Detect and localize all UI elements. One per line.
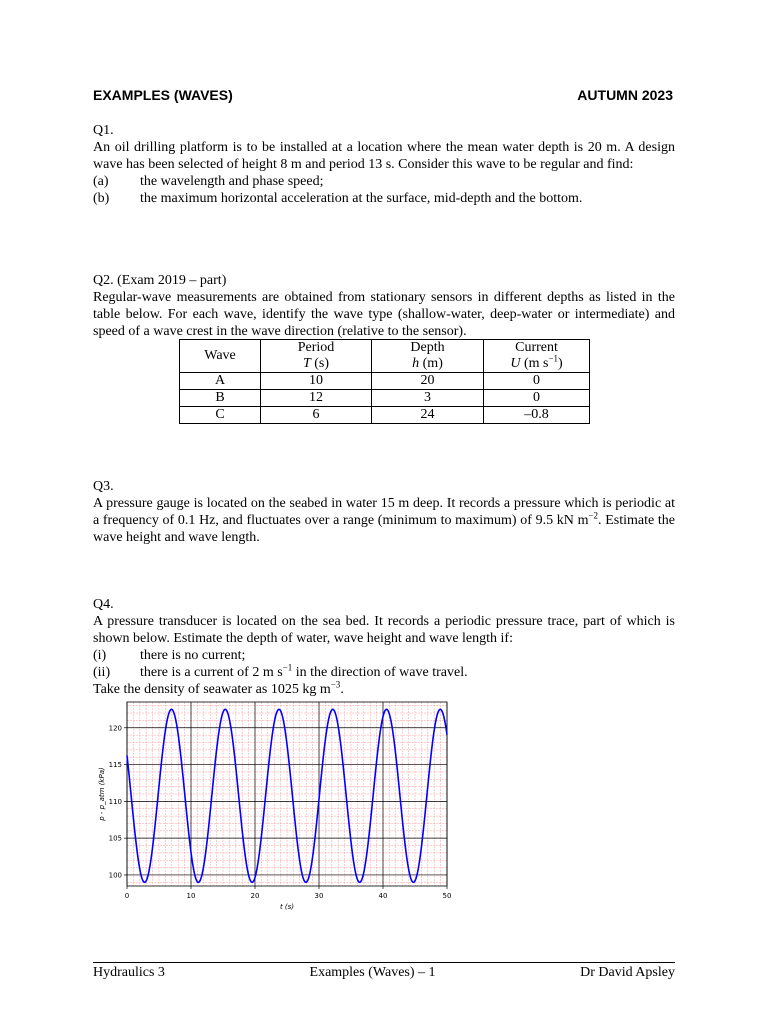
x-tick-label: 40 xyxy=(378,892,388,900)
table-cell: 3 xyxy=(372,390,484,407)
table-cell: 6 xyxy=(261,407,372,424)
y-axis-label: p - p_atm (kPa) xyxy=(98,767,106,821)
y-tick-label: 110 xyxy=(108,797,122,806)
header-cell-unit: h (m) xyxy=(412,356,443,371)
table-cell: 24 xyxy=(372,407,484,424)
question-2-label: Q2. (Exam 2019 – part) xyxy=(93,273,227,288)
item-text: the wavelength and phase speed; xyxy=(140,174,324,189)
question-4-label: Q4. xyxy=(93,597,114,612)
table-cell: C xyxy=(180,407,261,424)
footer-rule xyxy=(93,962,675,963)
table-cell: A xyxy=(180,373,261,390)
y-tick-label: 120 xyxy=(108,724,122,733)
table-cell: 10 xyxy=(261,373,372,390)
table-cell: –0.8 xyxy=(484,407,590,424)
item-label: (i) xyxy=(93,648,107,663)
table-cell: 12 xyxy=(261,390,372,407)
header-term: AUTUMN 2023 xyxy=(577,87,673,103)
header-cell-text: Wave xyxy=(204,348,236,363)
superscript: −2 xyxy=(588,510,599,521)
text-run: there is a current of 2 m s xyxy=(140,665,283,680)
question-4-text: A pressure transducer is located on the sea bed. It records a periodic pressure trace, part of which is shown below. Estimate the depth of water, wave height and wave length if: xyxy=(93,614,675,646)
question-1-label: Q1. xyxy=(93,123,114,138)
text-run: A pressure gauge is located on the seabed in water 15 m deep. It records a pressure which is periodic at a frequency of 0.1 Hz, and fluctuates over a range (minimum to maximum) of 9.5 kN m xyxy=(93,496,675,528)
table-cell: 20 xyxy=(372,373,484,390)
superscript: −3 xyxy=(330,679,341,690)
y-tick-label: 115 xyxy=(108,761,122,770)
table-cell: 0 xyxy=(484,373,590,390)
item-label: (a) xyxy=(93,174,109,189)
question-3-label: Q3. xyxy=(93,479,114,494)
header-cell-text: Period xyxy=(297,340,335,355)
question-1-text: An oil drilling platform is to be installed at a location where the mean water depth is 20 m. A design wave has been selected of height 8 m and period 13 s. Consider this wave to be regular and find: xyxy=(93,140,675,172)
x-tick-label: 20 xyxy=(250,892,260,900)
x-tick-label: 10 xyxy=(186,892,196,900)
x-tick-label: 0 xyxy=(124,892,130,900)
axis-ticks xyxy=(109,724,452,900)
item-text: the maximum horizontal acceleration at the surface, mid-depth and the bottom. xyxy=(140,191,583,206)
text-run: Take the density of seawater as 1025 kg m xyxy=(93,682,331,697)
superscript: −1 xyxy=(282,662,293,673)
x-tick-label: 50 xyxy=(442,892,452,900)
item-label: (ii) xyxy=(93,665,111,680)
footer-page: Examples (Waves) – 1 xyxy=(309,965,436,980)
header-cell-text: Current xyxy=(515,340,558,355)
table-cell: 0 xyxy=(484,390,590,407)
question-2-text: Regular-wave measurements are obtained from stationary sensors in different depths as listed in the table below. For each wave, identify the wave type (shallow-water, deep-water or intermediate) and speed of a wave crest in the wave direction (relative to the sensor). xyxy=(93,290,675,339)
y-tick-label: 105 xyxy=(108,834,122,843)
y-tick-label: 100 xyxy=(108,871,122,880)
header-title: EXAMPLES (WAVES) xyxy=(93,87,233,103)
item-label: (b) xyxy=(93,191,110,206)
text-run: . xyxy=(340,682,344,697)
footer-course: Hydraulics 3 xyxy=(93,965,165,980)
text-run: in the direction of wave travel. xyxy=(292,665,468,680)
header-cell-text: Depth xyxy=(410,340,445,355)
text-run: . Estimate the wave height and wave length. xyxy=(93,513,675,545)
header-cell-unit: T (s) xyxy=(302,356,330,371)
x-tick-label: 30 xyxy=(314,892,324,900)
header-cell-unit: U (m $s^{-1}$) xyxy=(510,353,563,371)
page-footer xyxy=(93,965,675,981)
table-cell: B xyxy=(180,390,261,407)
footer-author: Dr David Apsley xyxy=(580,965,675,980)
item-text: there is no current; xyxy=(140,648,246,663)
x-axis-label: t (s) xyxy=(279,903,295,911)
